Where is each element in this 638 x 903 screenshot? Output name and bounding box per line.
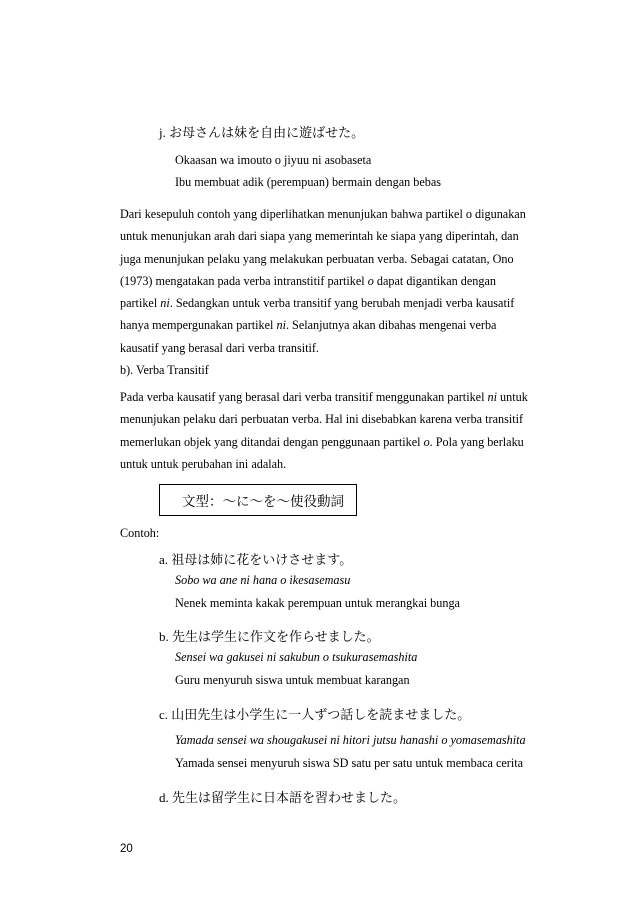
example-b-translation: Guru menyuruh siswa untuk membuat karangan — [175, 673, 410, 687]
paragraph-line: menunjukan pelaku dari perbuatan verba. Hal ini disebabkan karena verba transitif — [120, 412, 524, 427]
paragraph-line: hanya mempergunakan partikel ni. Selanjutnya akan dibahas mengenai verba — [120, 318, 497, 333]
example-a-label: a. 祖母は姉に花をいけさせます。 — [159, 552, 353, 567]
paragraph-line: Dari kesepuluh contoh yang diperlihatkan menunjukan bahwa partikel o digunakan — [120, 207, 526, 221]
paragraph-line: memerlukan objek yang ditandai dengan penggunaan partikel o. Pola yang berlaku — [120, 434, 524, 449]
paragraph-line: Pada verba kausatif yang berasal dari verba transitif menggunakan partikel ni untuk — [120, 390, 528, 404]
example-j-romaji: Okaasan wa imouto o jiyuu ni asobaseta — [175, 153, 372, 167]
paragraph-line: untuk untuk perubahan ini adalah. — [120, 456, 287, 471]
pattern-text: 文型：～に～を～使役動詞 — [182, 494, 344, 509]
example-c-label: c. 山田先生は小学生に一人ずつ話しを読ませました。 — [159, 707, 471, 722]
paragraph-line: kausatif yang berasal dari verba transitif. — [120, 340, 319, 355]
paragraph-causative-transitive — [120, 386, 540, 475]
example-c-translation: Yamada sensei menyuruh siswa SD satu per satu untuk membaca cerita — [175, 756, 524, 770]
example-b-romaji: Sensei wa gakusei ni sakubun o tsukurasemashita — [175, 650, 418, 664]
example-b-label: b. 先生は学生に作文を作らせました。 — [159, 629, 380, 644]
paragraph-causative-intransitive — [120, 203, 540, 359]
paragraph-line: untuk menunjukan arah dari siapa yang memerintah ke siapa yang diperintah, dan — [120, 229, 519, 244]
page-number: 20 — [120, 843, 133, 855]
paragraph-line: partikel ni. Sedangkan untuk verba transitif yang berubah menjadi verba kausatif — [120, 296, 515, 311]
paragraph-line: juga menunjukan pelaku yang melakukan perbuatan verba. Sebagai catatan, Ono — [120, 251, 514, 266]
example-j-translation: Ibu membuat adik (perempuan) bermain dengan bebas — [175, 175, 441, 189]
example-c-romaji: Yamada sensei wa shougakusei ni hitori jutsu hanashi o yomasemashita — [175, 733, 526, 747]
example-d-label: d. 先生は留学生に日本語を習わせました。 — [159, 790, 407, 805]
example-j-label: j. お母さんは妹を自由に遊ばせた。 — [159, 125, 365, 140]
example-a-translation: Nenek meminta kakak perempuan untuk merangkai bunga — [175, 596, 460, 610]
section-heading: b). Verba Transitif — [120, 363, 209, 377]
example-a-romaji: Sobo wa ane ni hana o ikesasemasu — [175, 573, 351, 587]
examples-label: Contoh: — [120, 526, 160, 540]
paragraph-line: (1973) mengatakan pada verba intranstitif partikel o dapat digantikan dengan — [120, 273, 497, 288]
